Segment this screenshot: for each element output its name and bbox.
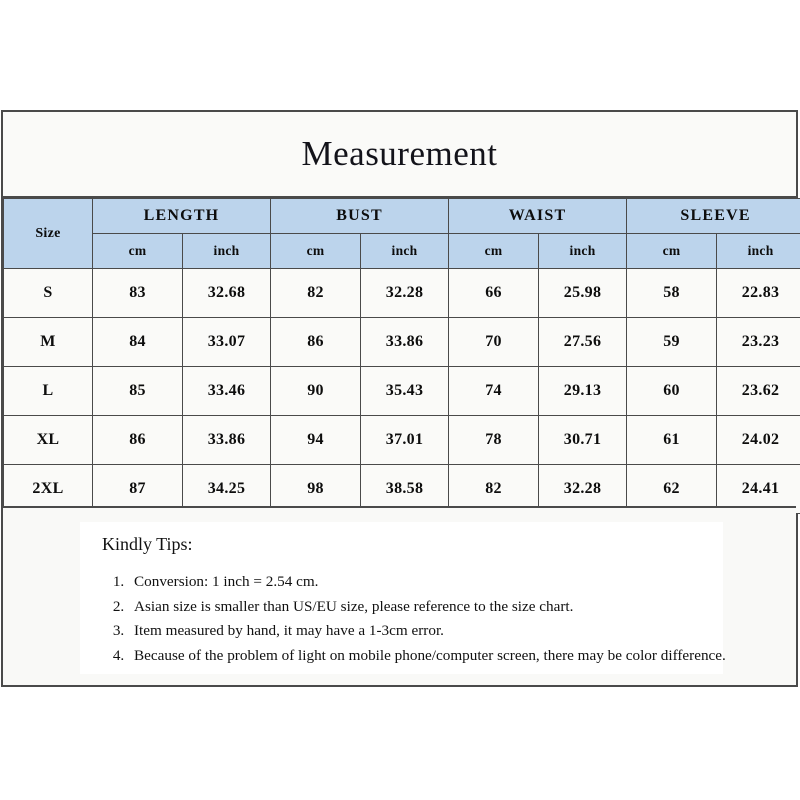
list-item: 1. Conversion: 1 inch = 2.54 cm. xyxy=(128,570,728,595)
column-header-waist-inch: inch xyxy=(539,234,627,269)
cell-sleeve-cm: 62 xyxy=(627,465,717,514)
cell-sleeve-inch: 23.23 xyxy=(717,318,800,367)
cell-length-cm: 83 xyxy=(93,269,183,318)
cell-length-cm: 85 xyxy=(93,367,183,416)
cell-bust-cm: 82 xyxy=(271,269,361,318)
table-row xyxy=(4,416,800,465)
column-header-length-inch: inch xyxy=(183,234,271,269)
cell-length-inch: 33.46 xyxy=(183,367,271,416)
cell-waist-cm: 70 xyxy=(449,318,539,367)
cell-waist-inch: 25.98 xyxy=(539,269,627,318)
cell-bust-inch: 33.86 xyxy=(361,318,449,367)
cell-waist-inch: 32.28 xyxy=(539,465,627,514)
cell-waist-cm: 66 xyxy=(449,269,539,318)
cell-sleeve-inch: 22.83 xyxy=(717,269,800,318)
column-group-waist: WAIST xyxy=(449,199,627,234)
column-header-size: Size xyxy=(4,199,93,269)
cell-bust-cm: 94 xyxy=(271,416,361,465)
table-row xyxy=(4,269,800,318)
cell-length-inch: 32.68 xyxy=(183,269,271,318)
size-label: L xyxy=(4,367,93,416)
page-title: Measurement xyxy=(301,134,498,173)
column-group-sleeve: SLEEVE xyxy=(627,199,800,234)
table-header-row-units xyxy=(4,234,800,269)
list-item: 4. Because of the problem of light on mobile phone/computer screen, there may be color difference. xyxy=(128,644,728,669)
column-header-sleeve-inch: inch xyxy=(717,234,800,269)
table-header-row-groups xyxy=(4,199,800,234)
cell-sleeve-cm: 60 xyxy=(627,367,717,416)
cell-bust-inch: 37.01 xyxy=(361,416,449,465)
column-header-bust-cm: cm xyxy=(271,234,361,269)
table-row xyxy=(4,318,800,367)
cell-sleeve-inch: 24.41 xyxy=(717,465,800,514)
list-item: 3. Item measured by hand, it may have a 1-3cm error. xyxy=(128,619,728,644)
cell-length-inch: 34.25 xyxy=(183,465,271,514)
table-row xyxy=(4,367,800,416)
size-label: XL xyxy=(4,416,93,465)
cell-length-cm: 87 xyxy=(93,465,183,514)
cell-bust-cm: 98 xyxy=(271,465,361,514)
table-head xyxy=(4,199,800,269)
size-label: M xyxy=(4,318,93,367)
list-item: 2. Asian size is smaller than US/EU size, please reference to the size chart. xyxy=(128,595,728,620)
cell-waist-inch: 29.13 xyxy=(539,367,627,416)
cell-waist-cm: 74 xyxy=(449,367,539,416)
chart-title-band xyxy=(3,112,796,198)
cell-sleeve-cm: 58 xyxy=(627,269,717,318)
column-header-waist-cm: cm xyxy=(449,234,539,269)
kindly-tips-list xyxy=(102,570,728,668)
size-label: S xyxy=(4,269,93,318)
cell-waist-inch: 30.71 xyxy=(539,416,627,465)
kindly-tips-heading: Kindly Tips: xyxy=(102,534,193,554)
cell-waist-inch: 27.56 xyxy=(539,318,627,367)
cell-bust-inch: 32.28 xyxy=(361,269,449,318)
column-header-sleeve-cm: cm xyxy=(627,234,717,269)
cell-length-cm: 84 xyxy=(93,318,183,367)
cell-sleeve-cm: 59 xyxy=(627,318,717,367)
column-group-bust: BUST xyxy=(271,199,449,234)
table-body xyxy=(4,269,800,514)
cell-length-cm: 86 xyxy=(93,416,183,465)
cell-length-inch: 33.86 xyxy=(183,416,271,465)
cell-bust-cm: 86 xyxy=(271,318,361,367)
cell-length-inch: 33.07 xyxy=(183,318,271,367)
cell-waist-cm: 82 xyxy=(449,465,539,514)
measurement-table xyxy=(3,198,800,514)
cell-waist-cm: 78 xyxy=(449,416,539,465)
column-header-length-cm: cm xyxy=(93,234,183,269)
cell-sleeve-inch: 23.62 xyxy=(717,367,800,416)
cell-sleeve-inch: 24.02 xyxy=(717,416,800,465)
size-label: 2XL xyxy=(4,465,93,514)
kindly-tips-section xyxy=(3,506,796,685)
cell-sleeve-cm: 61 xyxy=(627,416,717,465)
cell-bust-inch: 35.43 xyxy=(361,367,449,416)
cell-bust-inch: 38.58 xyxy=(361,465,449,514)
kindly-tips-panel xyxy=(80,522,726,674)
column-header-bust-inch: inch xyxy=(361,234,449,269)
measurement-chart-block xyxy=(1,110,798,687)
cell-bust-cm: 90 xyxy=(271,367,361,416)
column-group-length: LENGTH xyxy=(93,199,271,234)
